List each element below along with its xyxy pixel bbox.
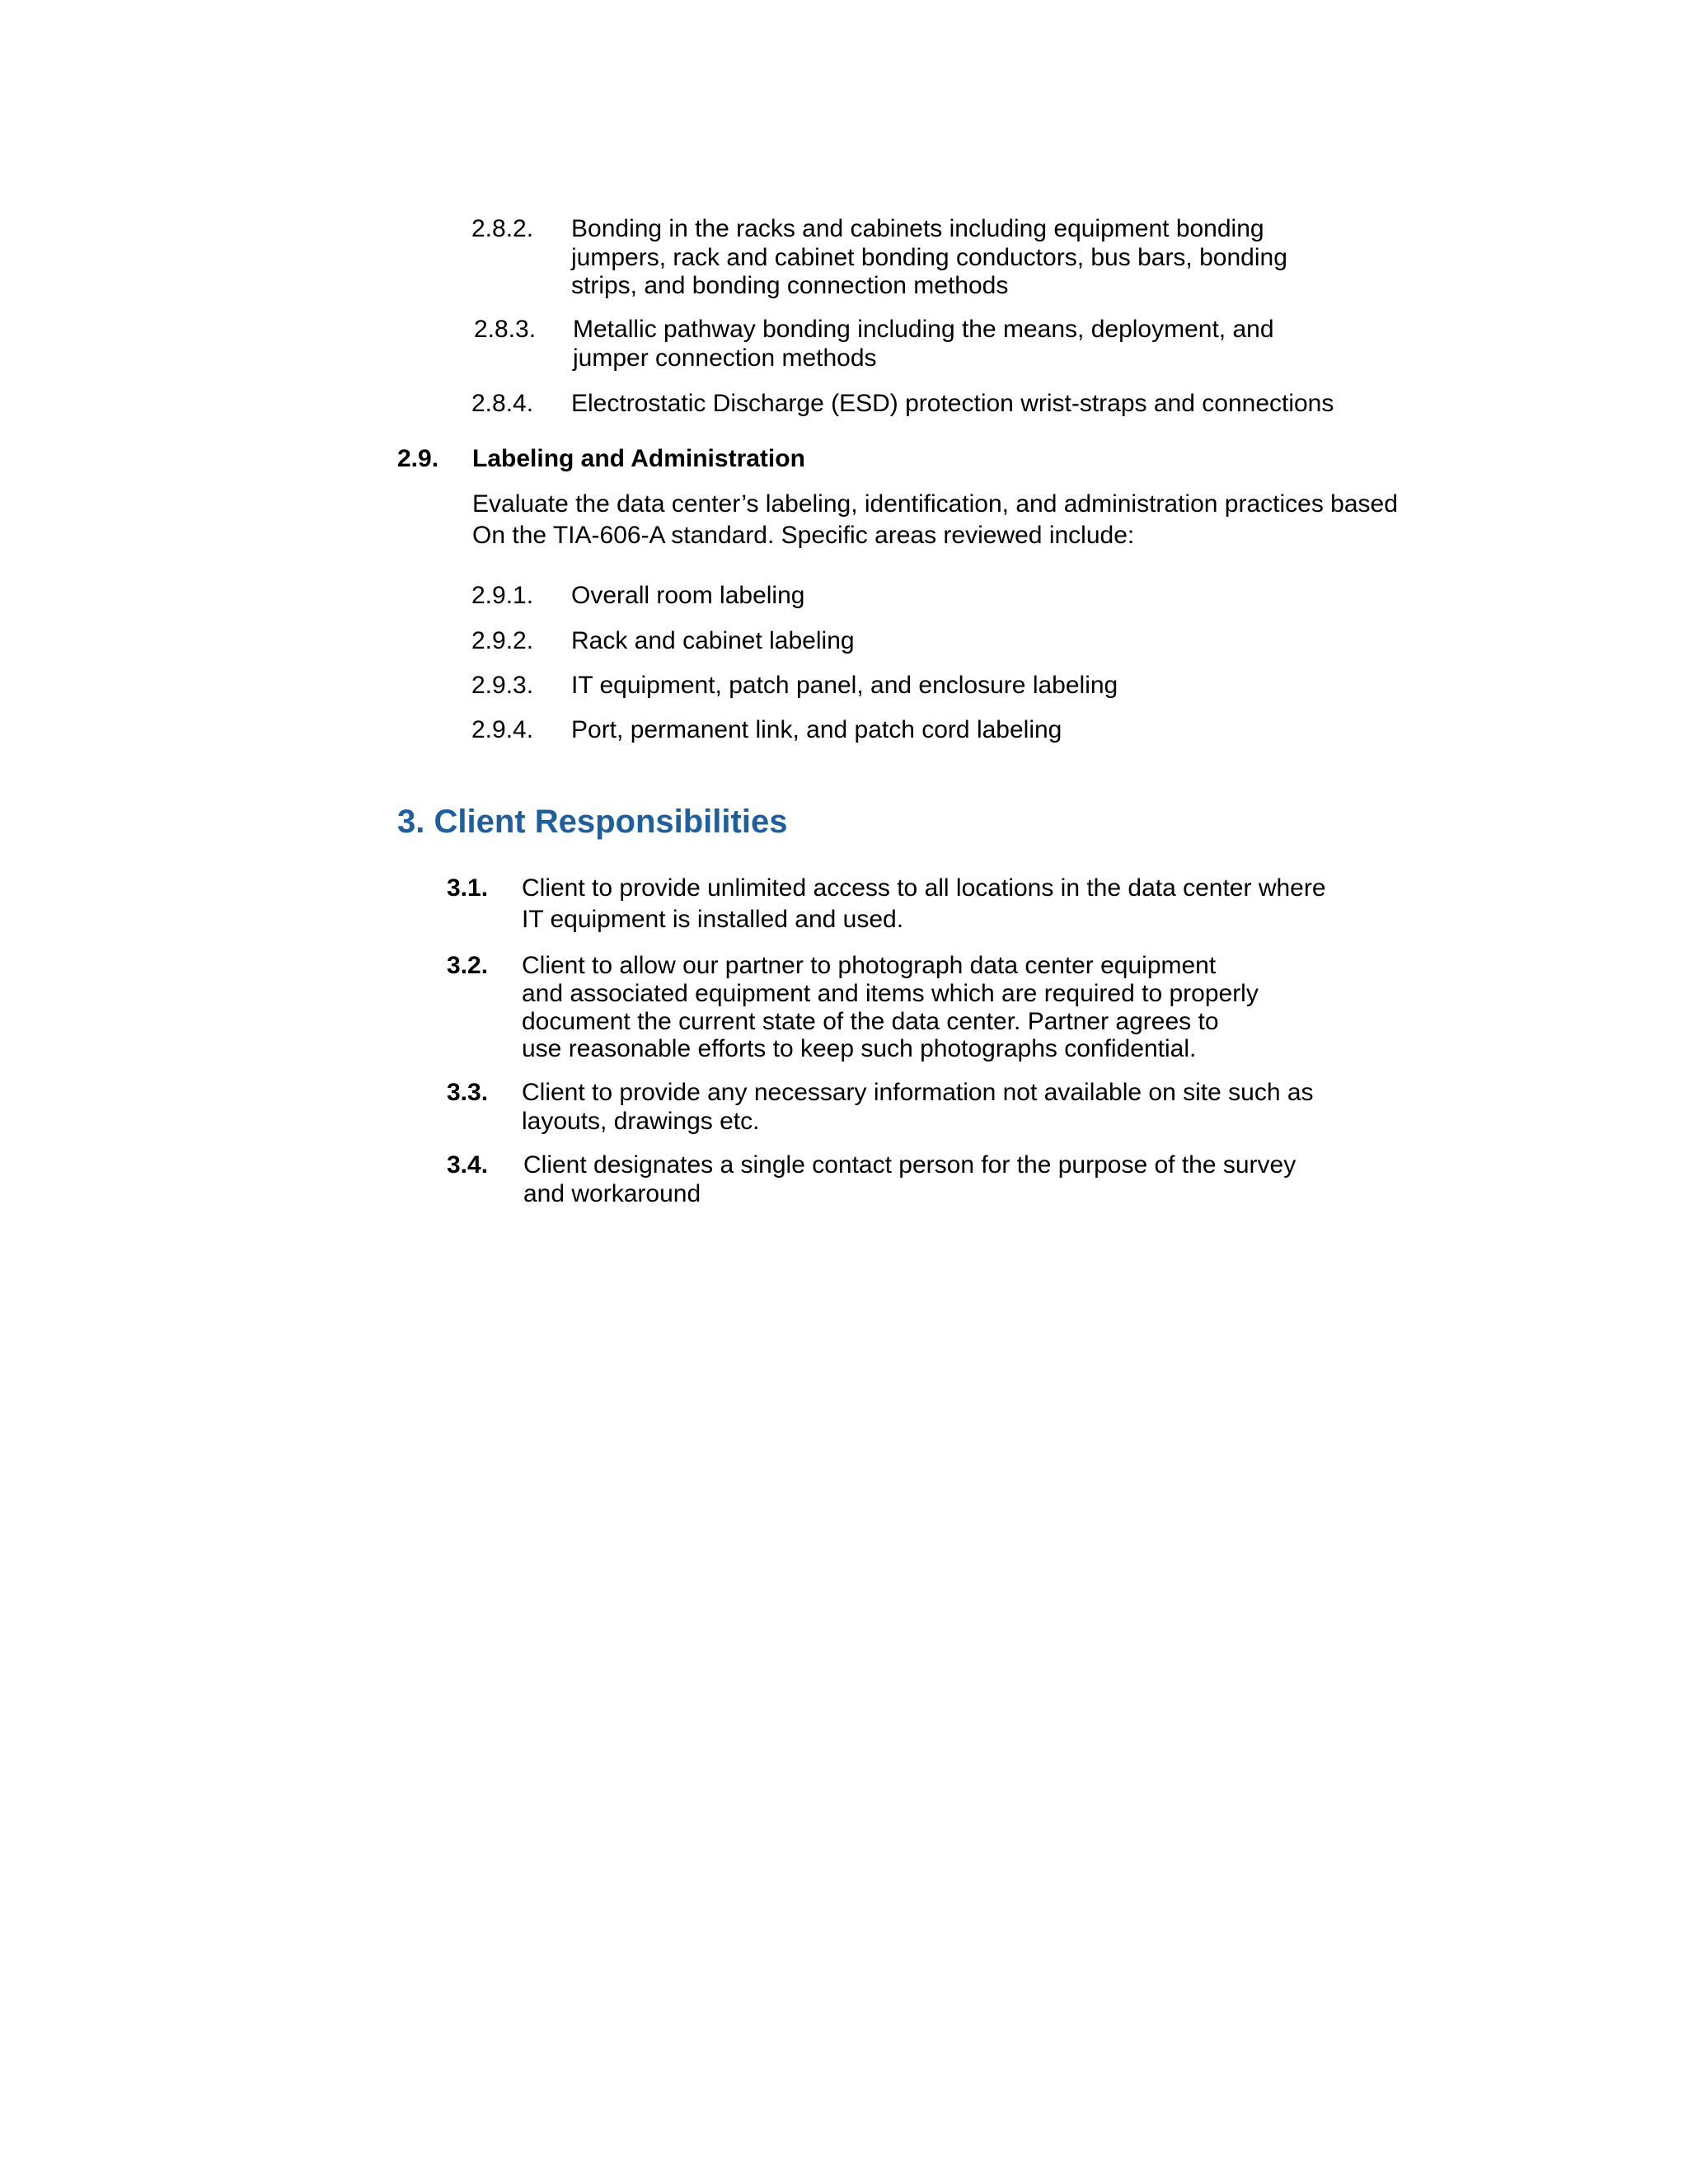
item-text-line-4: use reasonable efforts to keep such photographs confidential.	[522, 1035, 1197, 1062]
item-number: 2.9.3.	[471, 672, 534, 699]
item-number: 2.8.4.	[471, 390, 534, 417]
item-text-line-1: Port, permanent link, and patch cord labeling	[571, 716, 1062, 743]
item-number: 2.9.2.	[471, 627, 534, 654]
item-text-line-1: Metallic pathway bonding including the means, deployment, and	[573, 316, 1274, 343]
item-text-line-2: jumpers, rack and cabinet bonding conductors, bus bars, bonding	[571, 244, 1287, 271]
subsection-title: Labeling and Administration	[472, 445, 805, 472]
item-text-line-2: and workaround	[523, 1180, 701, 1207]
paragraph-line-1: Evaluate the data center’s labeling, identification, and administration practices based	[472, 490, 1398, 518]
item-text-line-1: Rack and cabinet labeling	[571, 627, 855, 654]
item-text-line-2: and associated equipment and items which are required to properly	[522, 980, 1259, 1007]
item-text-line-1: IT equipment, patch panel, and enclosure labeling	[571, 672, 1118, 699]
item-text-line-2: layouts, drawings etc.	[522, 1108, 760, 1135]
item-number: 2.8.3.	[474, 316, 537, 343]
item-number: 3.4.	[447, 1151, 489, 1179]
item-number: 3.2.	[447, 952, 489, 979]
section-heading-3: 3. Client Responsibilities	[397, 804, 788, 840]
item-number: 3.3.	[447, 1079, 489, 1106]
item-text-line-1: Bonding in the racks and cabinets including equipment bonding	[571, 215, 1264, 242]
subsection-number: 2.9.	[397, 445, 439, 472]
item-text-line-1: Client to allow our partner to photograph data center equipment	[522, 952, 1217, 979]
item-text-line-1: Client to provide any necessary information not available on site such as	[522, 1079, 1314, 1106]
item-text-line-2: IT equipment is installed and used.	[522, 906, 904, 933]
item-number: 2.9.4.	[471, 716, 534, 743]
item-text-line-2: jumper connection methods	[573, 344, 877, 372]
item-number: 3.1.	[447, 874, 489, 902]
item-text-line-3: document the current state of the data center. Partner agrees to	[522, 1008, 1219, 1035]
paragraph-line-2: On the TIA-606-A standard. Specific areas reviewed include:	[472, 522, 1135, 549]
item-number: 2.8.2.	[471, 215, 534, 242]
item-text-line-3: strips, and bonding connection methods	[571, 272, 1009, 299]
item-number: 2.9.1.	[471, 582, 534, 609]
item-text-line-1: Overall room labeling	[571, 582, 805, 609]
item-text-line-1: Client to provide unlimited access to all locations in the data center where	[522, 874, 1326, 902]
item-text-line-1: Electrostatic Discharge (ESD) protection wrist-straps and connections	[571, 390, 1334, 417]
item-text-line-1: Client designates a single contact person for the purpose of the survey	[523, 1151, 1296, 1179]
